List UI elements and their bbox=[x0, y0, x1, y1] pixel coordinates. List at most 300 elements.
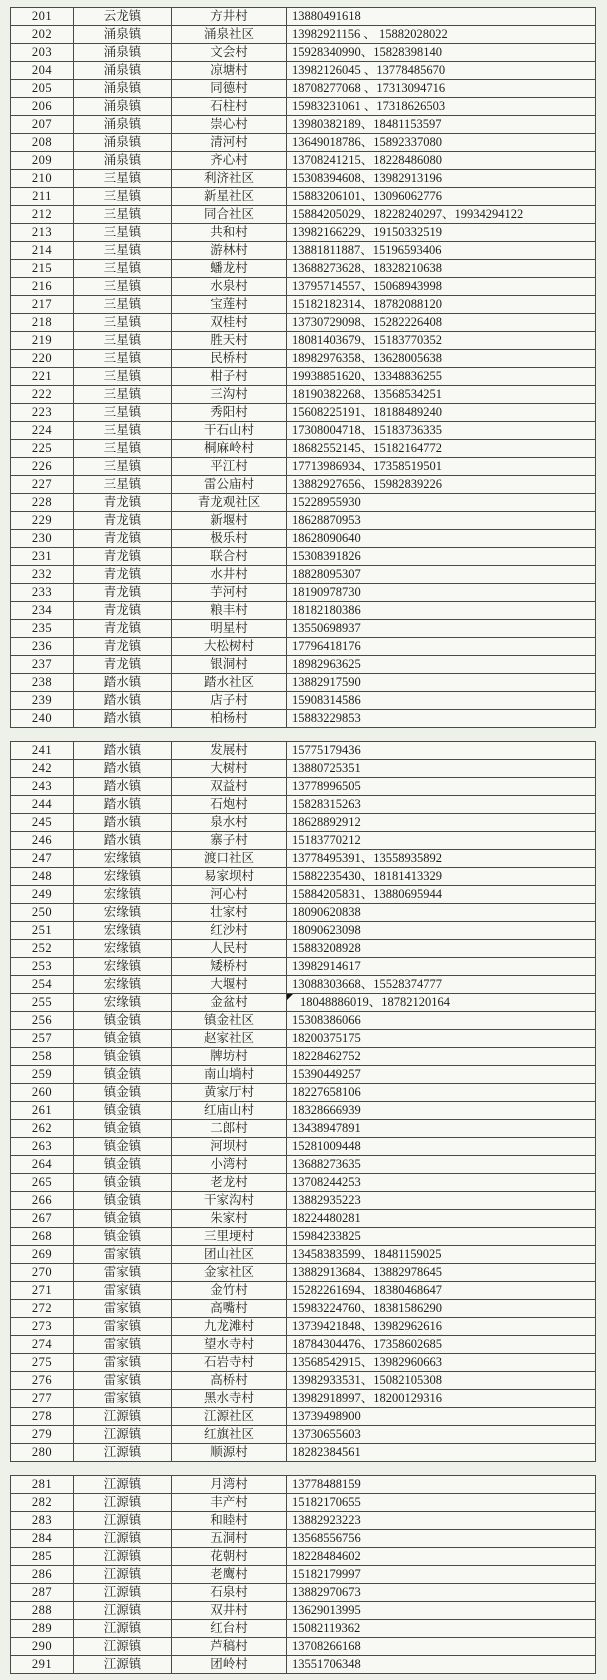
phone-cell: 18628892912 bbox=[286, 814, 595, 831]
table-row bbox=[11, 886, 595, 904]
table-row bbox=[11, 1638, 595, 1656]
row-number-cell: 262 bbox=[31, 1121, 53, 1135]
phone-cell: 19938851620、13348836255 bbox=[286, 368, 595, 385]
phone-cell: 13881811887、15196593406 bbox=[286, 242, 595, 259]
row-number-cell: 237 bbox=[31, 657, 53, 671]
row-number-cell: 254 bbox=[31, 977, 53, 991]
row-number-cell: 247 bbox=[31, 851, 53, 865]
table-section bbox=[10, 741, 596, 1462]
table-row bbox=[11, 206, 595, 224]
table-row bbox=[11, 1408, 595, 1426]
phone-cell: 15228955930 bbox=[286, 494, 595, 511]
phone-cell: 13982933531、15082105308 bbox=[286, 1372, 595, 1389]
phone-cell: 13629013995 bbox=[286, 1602, 595, 1619]
table-row bbox=[11, 1228, 595, 1246]
row-number-cell: 232 bbox=[31, 567, 53, 581]
town-cell: 雷家镇 bbox=[73, 1336, 171, 1353]
phone-cell: 13550698937 bbox=[286, 620, 595, 637]
row-number-cell: 233 bbox=[31, 585, 53, 599]
table-row bbox=[11, 1318, 595, 1336]
row-number-cell: 223 bbox=[31, 405, 53, 419]
town-cell: 江源镇 bbox=[73, 1566, 171, 1583]
row-number-cell: 218 bbox=[31, 315, 53, 329]
table-row bbox=[11, 1120, 595, 1138]
village-cell: 店子村 bbox=[171, 692, 286, 709]
phone-cell: 13708241215、18228486080 bbox=[286, 152, 595, 169]
row-number-cell: 211 bbox=[32, 189, 52, 203]
village-cell: 高桥村 bbox=[171, 1372, 286, 1389]
table-row bbox=[11, 940, 595, 958]
table-row bbox=[11, 1066, 595, 1084]
table-row bbox=[11, 904, 595, 922]
town-cell: 踏水镇 bbox=[73, 814, 171, 831]
town-cell: 江源镇 bbox=[73, 1444, 171, 1461]
phone-cell: 13982918997、18200129316 bbox=[286, 1390, 595, 1407]
town-cell: 雷家镇 bbox=[73, 1372, 171, 1389]
row-number-cell: 252 bbox=[31, 941, 53, 955]
phone-cell: 13730729098、15282226408 bbox=[286, 314, 595, 331]
town-cell: 三星镇 bbox=[73, 404, 171, 421]
table-row bbox=[11, 404, 595, 422]
row-number-cell: 268 bbox=[31, 1229, 53, 1243]
phone-cell: 13882923223 bbox=[286, 1512, 595, 1529]
village-cell: 踏水社区 bbox=[171, 674, 286, 691]
town-cell: 宏缘镇 bbox=[73, 868, 171, 885]
phone-cell: 13982914617 bbox=[286, 958, 595, 975]
village-cell: 大树村 bbox=[171, 760, 286, 777]
table-row bbox=[11, 850, 595, 868]
table-row bbox=[11, 1620, 595, 1638]
phone-cell: 18282384561 bbox=[286, 1444, 595, 1461]
village-cell: 平江村 bbox=[171, 458, 286, 475]
village-cell: 桐麻岭村 bbox=[171, 440, 286, 457]
village-cell: 蟠龙村 bbox=[171, 260, 286, 277]
row-number-cell: 205 bbox=[31, 81, 53, 95]
village-cell: 团山社区 bbox=[171, 1246, 286, 1263]
phone-cell: 18784304476、17358602685 bbox=[286, 1336, 595, 1353]
village-cell: 水井村 bbox=[171, 566, 286, 583]
phone-cell: 13088303668、15528374777 bbox=[286, 976, 595, 993]
town-cell: 宏缘镇 bbox=[73, 922, 171, 939]
town-cell: 三星镇 bbox=[73, 206, 171, 223]
phone-cell: 15882235430、18181413329 bbox=[286, 868, 595, 885]
phone-cell: 18982963625 bbox=[286, 656, 595, 673]
table-row bbox=[11, 170, 595, 188]
row-number-cell: 285 bbox=[31, 1549, 53, 1563]
village-cell: 银洞村 bbox=[171, 656, 286, 673]
table-row bbox=[11, 494, 595, 512]
row-number-cell: 240 bbox=[31, 711, 53, 725]
town-cell: 宏缘镇 bbox=[73, 886, 171, 903]
row-number-cell: 258 bbox=[31, 1049, 53, 1063]
town-cell: 三星镇 bbox=[73, 350, 171, 367]
phone-cell: 13882935223 bbox=[286, 1192, 595, 1209]
phone-cell: 13778996505 bbox=[286, 778, 595, 795]
town-cell: 青龙镇 bbox=[73, 584, 171, 601]
village-cell: 二郎村 bbox=[171, 1120, 286, 1137]
phone-cell: 15884205029、18228240297、19934294122 bbox=[286, 206, 595, 223]
town-cell: 雷家镇 bbox=[73, 1246, 171, 1263]
phone-cell: 17796418176 bbox=[286, 638, 595, 655]
table-row bbox=[11, 1138, 595, 1156]
table-row bbox=[11, 458, 595, 476]
village-cell: 涌泉社区 bbox=[171, 26, 286, 43]
town-cell: 雷家镇 bbox=[73, 1282, 171, 1299]
town-cell: 踏水镇 bbox=[73, 760, 171, 777]
town-cell: 青龙镇 bbox=[73, 530, 171, 547]
row-number-cell: 234 bbox=[31, 603, 53, 617]
row-number-cell: 212 bbox=[31, 207, 53, 221]
table-row bbox=[11, 224, 595, 242]
table-row bbox=[11, 1084, 595, 1102]
phone-cell: 17713986934、17358519501 bbox=[286, 458, 595, 475]
phone-cell: 13688273635 bbox=[286, 1156, 595, 1173]
table-row bbox=[11, 1192, 595, 1210]
row-number-cell: 279 bbox=[31, 1427, 53, 1441]
town-cell: 雷家镇 bbox=[73, 1354, 171, 1371]
phone-cell: 15928340990、15828398140 bbox=[286, 44, 595, 61]
phone-cell: 15884205831、13880695944 bbox=[286, 886, 595, 903]
table-row bbox=[11, 584, 595, 602]
village-cell: 团岭村 bbox=[171, 1656, 286, 1673]
table-row bbox=[11, 922, 595, 940]
town-cell: 宏缘镇 bbox=[73, 850, 171, 867]
phone-cell: 15182170655 bbox=[286, 1494, 595, 1511]
table-row bbox=[11, 994, 595, 1012]
town-cell: 三星镇 bbox=[73, 170, 171, 187]
town-cell: 踏水镇 bbox=[73, 710, 171, 727]
table-row bbox=[11, 1426, 595, 1444]
phone-cell: 18224480281 bbox=[286, 1210, 595, 1227]
table-row bbox=[11, 1372, 595, 1390]
town-cell: 青龙镇 bbox=[73, 566, 171, 583]
row-number-cell: 213 bbox=[31, 225, 53, 239]
table-row bbox=[11, 332, 595, 350]
table-row bbox=[11, 1512, 595, 1530]
village-cell: 双益村 bbox=[171, 778, 286, 795]
town-cell: 青龙镇 bbox=[73, 602, 171, 619]
town-cell: 江源镇 bbox=[73, 1584, 171, 1601]
phone-cell: 13438947891 bbox=[286, 1120, 595, 1137]
table-row bbox=[11, 8, 595, 26]
table-row bbox=[11, 476, 595, 494]
phone-cell: 15983224760、18381586290 bbox=[286, 1300, 595, 1317]
table-row bbox=[11, 512, 595, 530]
table-row bbox=[11, 1264, 595, 1282]
town-cell: 宏缘镇 bbox=[73, 994, 171, 1011]
town-cell: 雷家镇 bbox=[73, 1390, 171, 1407]
row-number-cell: 250 bbox=[31, 905, 53, 919]
village-cell: 黑水寺村 bbox=[171, 1390, 286, 1407]
town-cell: 三星镇 bbox=[73, 476, 171, 493]
phone-cell: 18682552145、15182164772 bbox=[286, 440, 595, 457]
row-number-cell: 225 bbox=[31, 441, 53, 455]
town-cell: 三星镇 bbox=[73, 458, 171, 475]
row-number-cell: 283 bbox=[31, 1513, 53, 1527]
village-cell: 河坝村 bbox=[171, 1138, 286, 1155]
row-number-cell: 289 bbox=[31, 1621, 53, 1635]
village-cell: 石泉村 bbox=[171, 1584, 286, 1601]
table-row bbox=[11, 296, 595, 314]
table-row bbox=[11, 976, 595, 994]
village-cell: 水泉村 bbox=[171, 278, 286, 295]
town-cell: 云龙镇 bbox=[73, 8, 171, 25]
village-cell: 胜天村 bbox=[171, 332, 286, 349]
phone-cell: 18200375175 bbox=[286, 1030, 595, 1047]
table-row bbox=[11, 314, 595, 332]
phone-cell: 18628090640 bbox=[286, 530, 595, 547]
phone-cell: 13649018786、15892337080 bbox=[286, 134, 595, 151]
table-row bbox=[11, 1012, 595, 1030]
row-number-cell: 251 bbox=[31, 923, 53, 937]
row-number-cell: 216 bbox=[31, 279, 53, 293]
phone-cell: 18228462752 bbox=[286, 1048, 595, 1065]
row-number-cell: 266 bbox=[31, 1193, 53, 1207]
table-row bbox=[11, 620, 595, 638]
row-number-cell: 248 bbox=[31, 869, 53, 883]
town-cell: 涌泉镇 bbox=[73, 152, 171, 169]
table-row bbox=[11, 760, 595, 778]
village-cell: 崇心村 bbox=[171, 116, 286, 133]
village-cell: 矮桥村 bbox=[171, 958, 286, 975]
phone-cell: 13795714557、15068943998 bbox=[286, 278, 595, 295]
table-row bbox=[11, 1444, 595, 1462]
town-cell: 镇金镇 bbox=[73, 1102, 171, 1119]
phone-cell: 15984233825 bbox=[286, 1228, 595, 1245]
village-cell: 芋河村 bbox=[171, 584, 286, 601]
row-number-cell: 207 bbox=[31, 117, 53, 131]
row-number-cell: 229 bbox=[31, 513, 53, 527]
phone-cell: 13568556756 bbox=[286, 1530, 595, 1547]
village-cell: 石柱村 bbox=[171, 98, 286, 115]
town-cell: 镇金镇 bbox=[73, 1228, 171, 1245]
village-cell: 河心村 bbox=[171, 886, 286, 903]
town-cell: 镇金镇 bbox=[73, 1084, 171, 1101]
row-number-cell: 263 bbox=[31, 1139, 53, 1153]
village-cell: 石岩寺村 bbox=[171, 1354, 286, 1371]
row-number-cell: 257 bbox=[31, 1031, 53, 1045]
village-cell: 文会村 bbox=[171, 44, 286, 61]
village-cell: 宝莲村 bbox=[171, 296, 286, 313]
row-number-cell: 275 bbox=[31, 1355, 53, 1369]
village-cell: 干家沟村 bbox=[171, 1192, 286, 1209]
phone-cell: 18182180386 bbox=[286, 602, 595, 619]
village-cell: 黄家厅村 bbox=[171, 1084, 286, 1101]
table-row bbox=[11, 62, 595, 80]
town-cell: 宏缘镇 bbox=[73, 940, 171, 957]
village-cell: 雷公庙村 bbox=[171, 476, 286, 493]
village-cell: 方井村 bbox=[171, 8, 286, 25]
table-row bbox=[11, 1566, 595, 1584]
town-cell: 江源镇 bbox=[73, 1512, 171, 1529]
row-number-cell: 276 bbox=[31, 1373, 53, 1387]
village-cell: 红沙村 bbox=[171, 922, 286, 939]
table-row bbox=[11, 778, 595, 796]
row-number-cell: 209 bbox=[31, 153, 53, 167]
phone-cell: 13982166229、19150332519 bbox=[286, 224, 595, 241]
row-number-cell: 208 bbox=[31, 135, 53, 149]
town-cell: 三星镇 bbox=[73, 386, 171, 403]
phone-cell: 15828315263 bbox=[286, 796, 595, 813]
table-row bbox=[11, 440, 595, 458]
table-row bbox=[11, 1476, 595, 1494]
phone-cell: 13739498900 bbox=[286, 1408, 595, 1425]
village-cell: 三里埂村 bbox=[171, 1228, 286, 1245]
town-cell: 三星镇 bbox=[73, 242, 171, 259]
phone-cell: 15608225191、18188489240 bbox=[286, 404, 595, 421]
table-row bbox=[11, 1530, 595, 1548]
town-cell: 镇金镇 bbox=[73, 1156, 171, 1173]
village-cell: 九龙滩村 bbox=[171, 1318, 286, 1335]
town-cell: 江源镇 bbox=[73, 1602, 171, 1619]
village-cell: 五洞村 bbox=[171, 1530, 286, 1547]
table-row bbox=[11, 710, 595, 728]
phone-cell: 13882970673 bbox=[286, 1584, 595, 1601]
village-cell: 寨子村 bbox=[171, 832, 286, 849]
town-cell: 镇金镇 bbox=[73, 1030, 171, 1047]
row-number-cell: 221 bbox=[31, 369, 53, 383]
row-number-cell: 245 bbox=[31, 815, 53, 829]
village-cell: 花朝村 bbox=[171, 1548, 286, 1565]
table-row bbox=[11, 1494, 595, 1512]
table-row bbox=[11, 742, 595, 760]
village-cell: 南山埫村 bbox=[171, 1066, 286, 1083]
row-number-cell: 259 bbox=[31, 1067, 53, 1081]
town-cell: 涌泉镇 bbox=[73, 116, 171, 133]
phone-cell: 18828095307 bbox=[286, 566, 595, 583]
village-cell: 渡口社区 bbox=[171, 850, 286, 867]
phone-cell: 13982126045 、13778485670 bbox=[286, 62, 595, 79]
row-number-cell: 282 bbox=[31, 1495, 53, 1509]
town-cell: 踏水镇 bbox=[73, 742, 171, 759]
town-cell: 江源镇 bbox=[73, 1548, 171, 1565]
town-cell: 青龙镇 bbox=[73, 548, 171, 565]
village-cell: 易家坝村 bbox=[171, 868, 286, 885]
phone-cell: 17308004718、15183736335 bbox=[286, 422, 595, 439]
table-row bbox=[11, 1390, 595, 1408]
village-cell: 和睦村 bbox=[171, 1512, 286, 1529]
table-row bbox=[11, 674, 595, 692]
phone-cell: 13778495391、13558935892 bbox=[286, 850, 595, 867]
village-cell: 秀阳村 bbox=[171, 404, 286, 421]
village-cell: 齐心村 bbox=[171, 152, 286, 169]
phone-cell: 13739421848、13982962616 bbox=[286, 1318, 595, 1335]
row-number-cell: 230 bbox=[31, 531, 53, 545]
table-row bbox=[11, 188, 595, 206]
phone-cell: 15883206101、13096062776 bbox=[286, 188, 595, 205]
village-cell: 月湾村 bbox=[171, 1476, 286, 1493]
row-number-cell: 287 bbox=[31, 1585, 53, 1599]
town-cell: 踏水镇 bbox=[73, 832, 171, 849]
phone-cell: 15883229853 bbox=[286, 710, 595, 727]
town-cell: 宏缘镇 bbox=[73, 976, 171, 993]
phone-cell: 13882927656、15982839226 bbox=[286, 476, 595, 493]
row-number-cell: 243 bbox=[31, 779, 53, 793]
village-phone-table bbox=[10, 7, 596, 1680]
row-number-cell: 244 bbox=[31, 797, 53, 811]
town-cell: 三星镇 bbox=[73, 188, 171, 205]
row-number-cell: 255 bbox=[31, 995, 53, 1009]
village-cell: 丰产村 bbox=[171, 1494, 286, 1511]
village-cell: 石炮村 bbox=[171, 796, 286, 813]
row-number-cell: 235 bbox=[31, 621, 53, 635]
phone-cell: 15183770212 bbox=[286, 832, 595, 849]
village-cell: 大松树村 bbox=[171, 638, 286, 655]
village-cell: 壮家村 bbox=[171, 904, 286, 921]
phone-cell: 15883208928 bbox=[286, 940, 595, 957]
village-cell: 粮丰村 bbox=[171, 602, 286, 619]
village-cell: 红旗社区 bbox=[171, 1426, 286, 1443]
table-row bbox=[11, 278, 595, 296]
table-row bbox=[11, 868, 595, 886]
village-cell: 赵家社区 bbox=[171, 1030, 286, 1047]
town-cell: 三星镇 bbox=[73, 296, 171, 313]
town-cell: 青龙镇 bbox=[73, 512, 171, 529]
town-cell: 踏水镇 bbox=[73, 778, 171, 795]
phone-cell: 15308386066 bbox=[286, 1012, 595, 1029]
table-row bbox=[11, 242, 595, 260]
village-cell: 柏杨村 bbox=[171, 710, 286, 727]
table-row bbox=[11, 98, 595, 116]
phone-cell: 13980382189、18481153597 bbox=[286, 116, 595, 133]
row-number-cell: 241 bbox=[31, 743, 53, 757]
town-cell: 雷家镇 bbox=[73, 1318, 171, 1335]
row-number-cell: 273 bbox=[31, 1319, 53, 1333]
village-cell: 小湾村 bbox=[171, 1156, 286, 1173]
phone-cell: 15308391826 bbox=[286, 548, 595, 565]
phone-cell: 18048886019、18782120164 bbox=[286, 994, 595, 1011]
row-number-cell: 239 bbox=[31, 693, 53, 707]
table-row bbox=[11, 350, 595, 368]
phone-cell: 15908314586 bbox=[286, 692, 595, 709]
row-number-cell: 256 bbox=[31, 1013, 53, 1027]
table-row bbox=[11, 814, 595, 832]
row-number-cell: 219 bbox=[31, 333, 53, 347]
town-cell: 青龙镇 bbox=[73, 620, 171, 637]
table-row bbox=[11, 26, 595, 44]
phone-cell: 18090623098 bbox=[286, 922, 595, 939]
row-number-cell: 214 bbox=[31, 243, 53, 257]
phone-cell: 15308394608、13982913196 bbox=[286, 170, 595, 187]
row-number-cell: 222 bbox=[31, 387, 53, 401]
village-cell: 人民村 bbox=[171, 940, 286, 957]
phone-cell: 15390449257 bbox=[286, 1066, 595, 1083]
town-cell: 江源镇 bbox=[73, 1426, 171, 1443]
village-cell: 大堰村 bbox=[171, 976, 286, 993]
table-row bbox=[11, 796, 595, 814]
town-cell: 江源镇 bbox=[73, 1656, 171, 1673]
phone-cell: 18328666939 bbox=[286, 1102, 595, 1119]
phone-cell: 13708266168 bbox=[286, 1638, 595, 1655]
town-cell: 青龙镇 bbox=[73, 494, 171, 511]
village-cell: 民桥村 bbox=[171, 350, 286, 367]
phone-cell: 13458383599、18481159025 bbox=[286, 1246, 595, 1263]
row-number-cell: 274 bbox=[31, 1337, 53, 1351]
town-cell: 三星镇 bbox=[73, 260, 171, 277]
table-row bbox=[11, 80, 595, 98]
table-row bbox=[11, 1156, 595, 1174]
table-row bbox=[11, 1246, 595, 1264]
table-row bbox=[11, 1174, 595, 1192]
village-cell: 金盆村 bbox=[171, 994, 286, 1011]
village-cell: 凉塘村 bbox=[171, 62, 286, 79]
town-cell: 镇金镇 bbox=[73, 1012, 171, 1029]
table-row bbox=[11, 1048, 595, 1066]
phone-cell: 13882917590 bbox=[286, 674, 595, 691]
town-cell: 宏缘镇 bbox=[73, 958, 171, 975]
town-cell: 镇金镇 bbox=[73, 1048, 171, 1065]
town-cell: 江源镇 bbox=[73, 1530, 171, 1547]
